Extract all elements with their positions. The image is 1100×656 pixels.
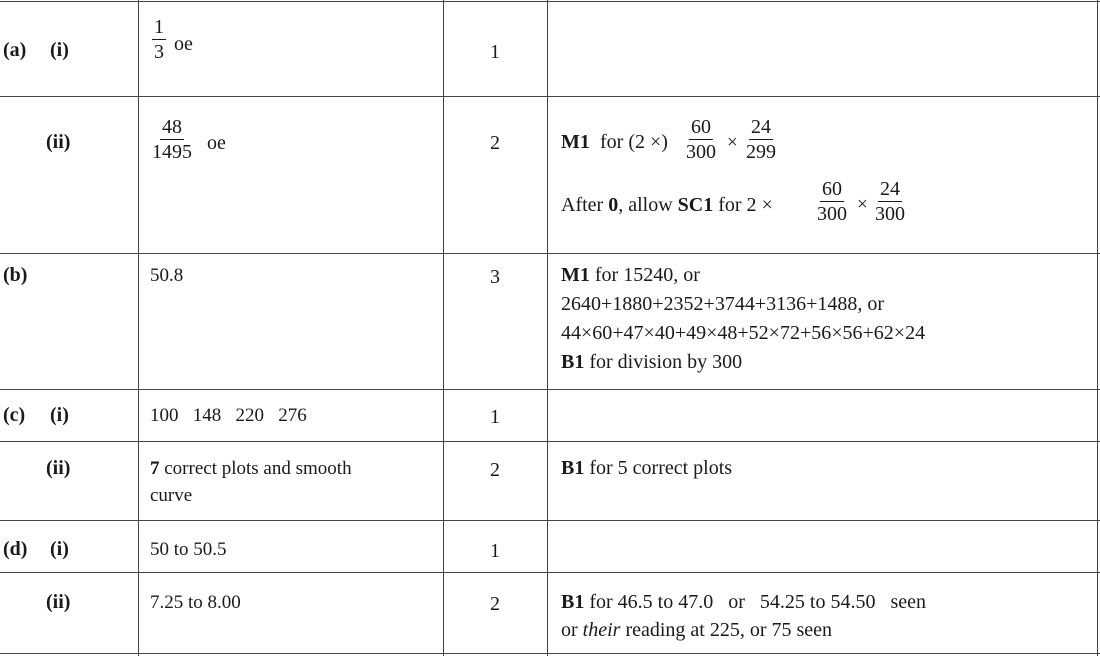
- table-bottom-border: [0, 653, 1100, 654]
- method-mark-label: M1: [561, 264, 590, 286]
- guidance-text: 44×60+47×40+49×48+52×72+56×56+62×24: [561, 322, 926, 344]
- part-label: (b): [3, 264, 28, 286]
- fraction-denominator: 300: [686, 141, 716, 163]
- guidance-text-part: or: [561, 619, 583, 641]
- guidance-text: for (2 ×): [600, 131, 668, 153]
- guidance-text-part: reading at 225, or 75 seen: [620, 619, 833, 641]
- guidance-fraction: [744, 116, 778, 163]
- guidance-text-part: for 15240, or: [589, 264, 700, 286]
- fraction-denominator: 1495: [152, 141, 192, 163]
- fraction-numerator: 24: [751, 116, 771, 138]
- guidance-text: [561, 193, 773, 217]
- row-divider: [0, 441, 1100, 442]
- subpart-label: (ii): [46, 591, 71, 613]
- their-emphasis: their: [582, 619, 621, 641]
- part-label: (c): [3, 404, 26, 426]
- subpart-label: (i): [50, 39, 69, 61]
- fraction-numerator: 48: [162, 116, 182, 138]
- col-divider: [138, 0, 139, 656]
- b-mark-label: B1: [561, 351, 585, 373]
- fraction-denominator: 299: [746, 141, 776, 163]
- mark-value: 1: [490, 540, 500, 562]
- row-divider: [0, 253, 1100, 254]
- mark-value: 2: [490, 132, 500, 154]
- table-right-border: [1097, 0, 1098, 656]
- subpart-label: (i): [50, 404, 69, 426]
- guidance-fraction: [815, 178, 849, 225]
- answer-suffix: oe: [207, 132, 226, 154]
- table-top-border: [0, 1, 1100, 2]
- times-sign: ×: [857, 194, 868, 215]
- fraction-numerator: 60: [691, 116, 711, 138]
- answer-fraction: [152, 16, 166, 63]
- fraction-denominator: 300: [875, 203, 905, 225]
- fraction-numerator: 1: [154, 16, 164, 38]
- row-divider: [0, 96, 1100, 97]
- answer-text: [150, 457, 352, 481]
- part-label: (a): [3, 39, 27, 61]
- answer-text: 100 148 220 276: [150, 405, 307, 426]
- guidance-text: 2640+1880+2352+3744+3136+1488, or: [561, 293, 885, 315]
- col-divider: [443, 0, 444, 656]
- subpart-label: (ii): [46, 457, 71, 479]
- guidance-text: [561, 263, 700, 287]
- mark-value: 3: [490, 266, 500, 288]
- answer-text: 7.25 to 8.00: [150, 592, 241, 613]
- method-mark-label: M1: [561, 131, 590, 153]
- row-divider: [0, 389, 1100, 390]
- guidance-text-part: for division by 300: [584, 351, 743, 373]
- guidance-text: [561, 618, 832, 642]
- row-divider: [0, 572, 1100, 573]
- mark-value: 2: [490, 459, 500, 481]
- answer-text-part: correct plots and smooth: [159, 458, 352, 479]
- fraction-denominator: 300: [817, 203, 847, 225]
- zero-mark: 0: [608, 194, 619, 216]
- part-label: (d): [3, 538, 28, 560]
- guidance-text-part: for 2 ×: [713, 194, 773, 216]
- guidance-text: [561, 590, 926, 614]
- b-mark-label: B1: [561, 591, 585, 613]
- special-case-label: SC1: [677, 194, 714, 216]
- b-mark-label: B1: [561, 457, 585, 479]
- fraction-numerator: 60: [822, 178, 842, 200]
- guidance-text-part: for 5 correct plots: [584, 457, 733, 479]
- fraction-numerator: 24: [880, 178, 900, 200]
- guidance-text-part: , allow: [618, 194, 678, 216]
- subpart-label: (i): [50, 538, 69, 560]
- row-divider: [0, 520, 1100, 521]
- mark-value: 1: [490, 41, 500, 63]
- guidance-text: [561, 350, 742, 374]
- answer-text: 50 to 50.5: [150, 539, 227, 560]
- answer-text: 50.8: [150, 265, 184, 286]
- answer-fraction: [150, 116, 194, 163]
- guidance-text: [561, 456, 732, 480]
- mark-value: 1: [490, 406, 500, 428]
- guidance-text-part: After: [561, 194, 609, 216]
- answer-bold: 7: [150, 458, 160, 479]
- times-sign: ×: [727, 132, 738, 153]
- guidance-fraction: [684, 116, 718, 163]
- fraction-denominator: 3: [154, 41, 164, 63]
- col-divider: [547, 0, 548, 656]
- mark-value: 2: [490, 593, 500, 615]
- answer-text: curve: [150, 485, 193, 506]
- guidance-fraction: [873, 178, 907, 225]
- answer-suffix: oe: [174, 33, 193, 55]
- guidance-text-part: for 46.5 to 47.0 or 54.25 to 54.50 seen: [584, 591, 926, 613]
- subpart-label: (ii): [46, 131, 71, 153]
